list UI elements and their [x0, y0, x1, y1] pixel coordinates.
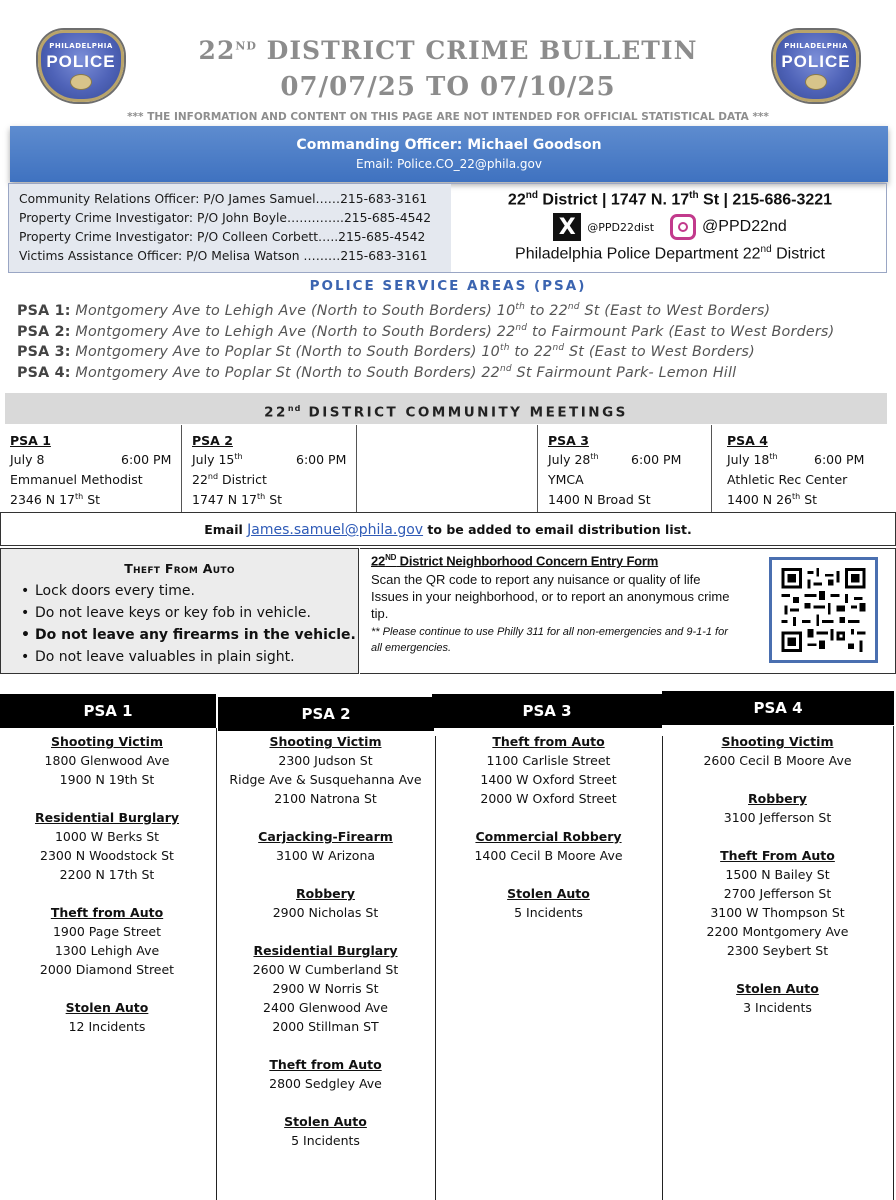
crime-location: 12 Incidents	[68, 1019, 146, 1034]
psa-3-header: PSA 3	[432, 694, 662, 728]
crime-category: Robbery	[748, 791, 807, 806]
crime-location: 2900 Nicholas St	[272, 905, 379, 920]
crime-category: Shooting Victim	[721, 734, 834, 749]
column-divider	[711, 425, 712, 512]
instagram-handle[interactable]: @PPD22nd	[702, 218, 787, 236]
email-prefix: Email	[204, 522, 248, 537]
crime-location: 2300 Judson St	[278, 753, 373, 768]
meeting-date: July 15	[192, 452, 235, 468]
meeting-time: 6:00 PM	[631, 452, 682, 467]
psa-area-sup: nd	[552, 343, 565, 353]
psa-area-sup: th	[515, 302, 526, 312]
psa-area-text: Montgomery Ave to Lehigh Ave (North to South Borders) 10	[70, 302, 516, 319]
district-sup: th	[689, 190, 699, 201]
community-meetings-heading	[5, 393, 887, 424]
meeting-date-row	[10, 452, 178, 472]
psa-area-text: to 22	[525, 302, 568, 319]
meeting-address-sup: th	[257, 492, 266, 501]
officer-list	[9, 184, 451, 272]
title-text: DISTRICT CRIME BULLETIN	[256, 36, 698, 65]
psa-area-text: to 22	[509, 343, 553, 360]
meeting-address	[727, 492, 887, 512]
crime-location: 2200 Montgomery Ave	[706, 924, 849, 939]
dept-sup: nd	[760, 244, 772, 256]
distribution-email-link[interactable]: James.samuel@phila.gov	[247, 522, 424, 538]
theft-tips-title: Theft From Auto	[124, 561, 235, 576]
bulletin-title	[0, 36, 896, 65]
crime-location: 1800 Glenwood Ave	[44, 753, 170, 768]
badge-top-text: PHILADELPHIA	[49, 42, 113, 50]
meeting-psa-3	[548, 425, 708, 512]
theft-from-auto-tips	[0, 548, 359, 674]
meeting-place: Athletic Rec Center	[727, 472, 848, 487]
psa-area-line	[17, 302, 770, 319]
psa-2-header: PSA 2	[218, 697, 434, 731]
district-text: District | 1747 N. 17	[537, 191, 690, 209]
crime-location: 1100 Carlisle Street	[486, 753, 611, 768]
meeting-psa-label: PSA 3	[548, 433, 589, 448]
psa-area-label: PSA 2:	[17, 323, 71, 340]
crime-location: 2800 Sedgley Ave	[269, 1076, 382, 1091]
psa-area-label: PSA 3:	[17, 343, 71, 360]
meeting-psa-1	[10, 425, 178, 512]
commanding-officer-email[interactable]: Email: Police.CO_22@phila.gov	[356, 157, 542, 171]
crime-location: 2300 N Woodstock St	[40, 848, 174, 863]
crime-location: 1000 W Berks St	[54, 829, 160, 844]
meeting-address	[10, 492, 178, 512]
crime-location: 3 Incidents	[743, 1000, 812, 1015]
crime-location: 2200 N 17th St	[59, 867, 155, 882]
title-number: 22	[198, 36, 236, 65]
meeting-time: 6:00 PM	[121, 452, 172, 467]
email-distribution-row	[0, 512, 896, 546]
column-divider	[181, 425, 182, 512]
x-twitter-icon[interactable]: X	[553, 213, 581, 241]
crime-location: 1900 Page Street	[52, 924, 161, 939]
psa-area-label: PSA 4:	[17, 364, 71, 381]
district-text: St | 215-686-3221	[698, 191, 833, 209]
tip-item: • Lock doors every time.	[1, 580, 358, 602]
meeting-address	[192, 492, 352, 512]
meeting-address-text: 2346 N 17	[10, 492, 76, 508]
meeting-date-row	[548, 452, 708, 472]
title-sup: ND	[235, 39, 257, 53]
crime-category: Theft from Auto	[269, 1057, 382, 1072]
email-suffix: to be added to email distribution list.	[423, 522, 692, 537]
meetings-heading-text: DISTRICT COMMUNITY MEETINGS	[301, 404, 628, 421]
meeting-place: Emmanuel Methodist	[10, 472, 143, 487]
crime-location: 3100 Jefferson St	[723, 810, 832, 825]
concern-form-note: ** Please continue to use Philly 311 for all non-emergencies and 9-1-1 for all emergencies.	[371, 626, 728, 655]
meeting-date-sup: th	[769, 452, 778, 461]
crime-location: 2400 Glenwood Ave	[263, 1000, 388, 1015]
meeting-place-sup: nd	[207, 472, 219, 481]
crime-location: 2900 W Norris St	[272, 981, 379, 996]
meetings-heading-sup: nd	[287, 404, 302, 413]
meeting-date-sup: th	[590, 452, 599, 461]
officer-line: Victims Assistance Officer: P/O Melisa Watson ………215-683-3161	[19, 249, 428, 263]
meeting-psa-label: PSA 2	[192, 433, 233, 448]
column-divider	[893, 726, 894, 1200]
meeting-date-row	[192, 452, 352, 472]
crime-category: Stolen Auto	[65, 1000, 149, 1015]
crime-location: 1400 W Oxford Street	[480, 772, 617, 787]
instagram-icon[interactable]	[670, 214, 696, 240]
meeting-place	[192, 472, 352, 492]
meeting-address-text: St	[83, 492, 101, 508]
psa-1-header: PSA 1	[0, 694, 216, 728]
crime-location: 2000 Diamond Street	[39, 962, 175, 977]
tip-item: • Do not leave valuables in plain sight.	[1, 646, 358, 668]
crime-location: 2000 W Oxford Street	[480, 791, 617, 806]
tip-item: • Do not leave keys or key fob in vehicle.	[1, 602, 358, 624]
psa-area-text: St (East to West Borders)	[564, 343, 755, 360]
meeting-date: July 28	[548, 452, 591, 468]
disclaimer: *** THE INFORMATION AND CONTENT ON THIS PAGE ARE NOT INTENDED FOR OFFICIAL STATISTICAL DATA ***	[127, 111, 769, 123]
crime-location: 3100 W Thompson St	[710, 905, 845, 920]
meeting-date: July 18	[727, 452, 770, 468]
psa-area-line	[17, 364, 736, 381]
crime-category: Theft from Auto	[50, 905, 164, 920]
psa-area-text: Montgomery Ave to Poplar St (North to South Borders) 10	[70, 343, 500, 360]
crime-category: Stolen Auto	[736, 981, 819, 996]
meeting-psa-2	[192, 425, 352, 512]
meeting-address-text: 1400 N 26	[727, 492, 793, 508]
crime-category: Theft from Auto	[492, 734, 605, 749]
concern-title-num: 22	[371, 553, 386, 569]
crime-category: Theft From Auto	[720, 848, 835, 863]
psa-4-report	[663, 732, 892, 1017]
crime-category: Shooting Victim	[269, 734, 382, 749]
social-row	[454, 211, 886, 243]
psa-area-line	[17, 323, 834, 340]
crime-category: Robbery	[296, 886, 355, 901]
department-name	[454, 244, 886, 263]
crime-location: 5 Incidents	[291, 1133, 360, 1148]
psa-area-text: Montgomery Ave to Lehigh Ave (North to South Borders) 22	[70, 323, 516, 340]
concern-title-text: District Neighborhood Concern Entry Form	[396, 553, 659, 569]
commanding-officer-name: Commanding Officer: Michael Goodson	[296, 137, 602, 153]
psa-area-sup: nd	[567, 302, 580, 312]
crime-location: 1900 N 19th St	[59, 772, 155, 787]
meeting-psa-label: PSA 1	[10, 433, 51, 448]
crime-category: Commercial Robbery	[475, 829, 622, 844]
meeting-place: YMCA	[548, 472, 584, 487]
psa-area-sup: nd	[499, 364, 512, 374]
crime-location: 2000 Stillman ST	[272, 1019, 379, 1034]
concern-form-text: Scan the QR code to report any nuisance or quality of life Issues in your neighborhood, or to report an anonymous crime tip.	[371, 572, 730, 622]
meeting-time: 6:00 PM	[296, 452, 347, 467]
psa-area-sup: nd	[515, 323, 528, 333]
psa-1-report	[0, 732, 214, 1036]
meeting-date: July 8	[10, 452, 45, 467]
contact-box	[8, 183, 887, 273]
meeting-time: 6:00 PM	[814, 452, 865, 467]
meeting-psa-4	[727, 425, 887, 512]
meeting-address-text: 1747 N 17	[192, 492, 258, 508]
commanding-officer-bar	[10, 126, 888, 182]
officer-line: Property Crime Investigator: P/O John Boyle…………..215-685-4542	[19, 211, 432, 225]
crime-location: 5 Incidents	[514, 905, 583, 920]
badge-top-text: PHILADELPHIA	[784, 42, 848, 50]
meetings-heading-num: 22	[264, 404, 288, 421]
district-sup: nd	[525, 190, 538, 201]
officer-line: Property Crime Investigator: P/O Colleen Corbett…..215-685-4542	[19, 230, 426, 244]
meeting-address-sup: th	[792, 492, 801, 501]
dept-text: District	[771, 245, 825, 263]
dept-text: Philadelphia Police Department 22	[515, 245, 761, 263]
psa-area-text: Montgomery Ave to Poplar St (North to South Borders) 22	[70, 364, 500, 381]
column-divider	[537, 425, 538, 512]
psa-3-report	[436, 732, 661, 922]
crime-location: 1300 Lehigh Ave	[54, 943, 160, 958]
psa-area-text: St (East to West Borders)	[579, 302, 771, 319]
district-info	[454, 184, 886, 272]
crime-location: 2100 Natrona St	[274, 791, 377, 806]
district-num: 22	[507, 191, 526, 209]
meeting-date-row	[727, 452, 887, 472]
meeting-date-sup: th	[234, 452, 243, 461]
crime-category: Shooting Victim	[51, 734, 163, 749]
meeting-address-text: St	[265, 492, 283, 508]
badge-main-text: POLICE	[781, 52, 851, 71]
crime-category: Stolen Auto	[284, 1114, 367, 1129]
district-address-line	[454, 190, 886, 209]
psa-area-text: St Fairmount Park- Lemon Hill	[511, 364, 737, 381]
officer-line: Community Relations Officer: P/O James Samuel……215-683-3161	[19, 192, 428, 206]
crime-location: 2600 W Cumberland St	[252, 962, 399, 977]
psa-area-line	[17, 343, 755, 360]
crime-location: Ridge Ave & Susquehanna Ave	[229, 772, 422, 787]
psa-2-report	[217, 732, 434, 1150]
badge-main-text: POLICE	[46, 52, 116, 71]
crime-category: Carjacking-Firearm	[258, 829, 393, 844]
psa-areas-heading: POLICE SERVICE AREAS (PSA)	[309, 278, 587, 294]
tip-item: • Do not leave any firearms in the vehicle.	[1, 624, 358, 646]
crime-location: 1400 Cecil B Moore Ave	[474, 848, 623, 863]
psa-area-label: PSA 1:	[17, 302, 71, 319]
meeting-address-sup: th	[75, 492, 84, 501]
psa-4-header: PSA 4	[662, 691, 894, 725]
crime-location: 3100 W Arizona	[275, 848, 376, 863]
bulletin-date-range: 07/07/25 TO 07/10/25	[280, 72, 616, 102]
crime-category: Residential Burglary	[253, 943, 398, 958]
psa-area-text: to Fairmount Park (East to West Borders)	[527, 323, 835, 340]
crime-location: 1500 N Bailey St	[725, 867, 830, 882]
meeting-psa-label: PSA 4	[727, 433, 768, 448]
crime-location: 2600 Cecil B Moore Ave	[703, 753, 852, 768]
qr-code-icon[interactable]	[769, 557, 878, 663]
meeting-address-text: St	[800, 492, 818, 508]
crime-location: 2700 Jefferson St	[723, 886, 832, 901]
meeting-address: 1400 N Broad St	[548, 492, 651, 507]
crime-category: Residential Burglary	[34, 810, 180, 825]
crime-category: Stolen Auto	[507, 886, 590, 901]
psa-area-sup: th	[499, 343, 510, 353]
crime-location: 2300 Seybert St	[726, 943, 829, 958]
qr-code-graphic	[780, 568, 867, 652]
column-divider	[356, 425, 357, 512]
concern-title-sup: ND	[385, 553, 397, 562]
meeting-place-text: 22	[192, 472, 208, 488]
x-handle[interactable]: @PPD22dist	[587, 220, 655, 234]
meeting-place-text: District	[218, 472, 267, 488]
